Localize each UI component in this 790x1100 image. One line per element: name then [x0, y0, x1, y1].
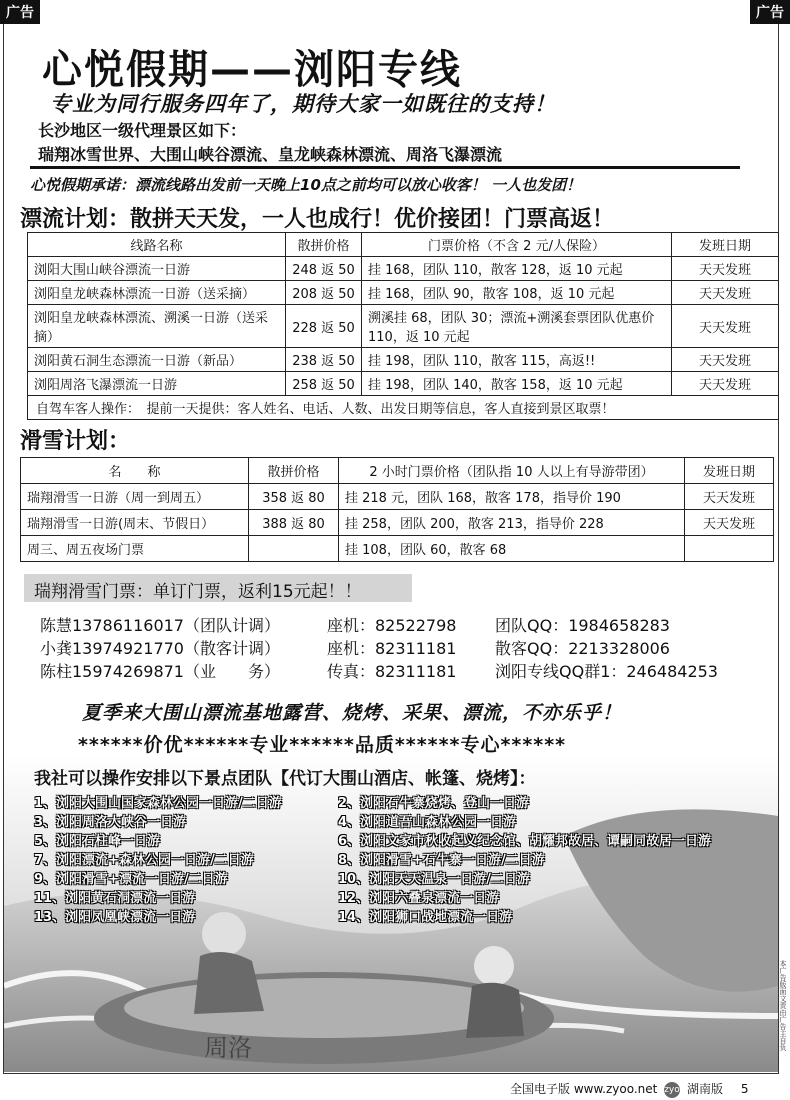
route-ticket: 挂 198，团队 110，散客 115，高返!! — [362, 348, 672, 372]
table-row — [21, 484, 774, 510]
ski-price: 388 返 80 — [249, 510, 339, 536]
route-name: 浏阳皇龙峡森林漂流一日游（送采摘） — [28, 281, 286, 305]
ski-schedule: 天天发班 — [685, 510, 774, 536]
page-footer — [510, 1080, 749, 1098]
life-jacket — [466, 983, 524, 1038]
ski-ticket: 挂 108，团队 60，散客 68 — [339, 536, 685, 562]
ski-promo-banner: 瑞翔滑雪门票：单订门票，返利15元起！！ — [24, 574, 412, 602]
site-item: 7、浏阳漂流+森林公园一日游/二日游 — [34, 853, 254, 868]
route-schedule: 天天发班 — [672, 257, 779, 281]
promise: 心悦假期承诺：漂流线路出发前一天晚上10点之前均可以放心收客！ 一人也发团！ — [30, 176, 582, 194]
values-tagline: ******价优******专业******品质******专心****** — [78, 734, 567, 756]
table-row — [28, 348, 779, 372]
contact-qq: 团队QQ：1984658283 — [495, 616, 670, 635]
ski-price — [249, 536, 339, 562]
site-item: 5、浏阳石柱峰一日游 — [34, 834, 161, 849]
col-header-ticket: 2 小时门票价格（团队指 10 人以上有导游带团） — [339, 458, 685, 484]
site-item: 10、浏阳天天温泉一日游/二日游 — [338, 872, 530, 887]
site-item: 3、浏阳周洛大峡谷一日游 — [34, 815, 187, 830]
ski-name: 周三、周五夜场门票 — [21, 536, 249, 562]
ski-table — [20, 457, 774, 562]
contact-phone: 座机：82522798 — [327, 616, 457, 635]
site-item: 8、浏阳滑雪+石牛寨一日游/二日游 — [338, 853, 545, 868]
site-item: 1、浏阳大围山国家森林公园一日游/二日游 — [34, 796, 282, 811]
route-price: 228 返 50 — [286, 305, 362, 348]
ski-price: 358 返 80 — [249, 484, 339, 510]
contact-phone: 座机：82311181 — [327, 639, 457, 658]
sites-title: 我社可以操作安排以下景点团队【代订大围山酒店、帐篷、烧烤】： — [34, 769, 536, 789]
route-price: 238 返 50 — [286, 348, 362, 372]
ski-schedule: 天天发班 — [685, 484, 774, 510]
contact-qq: 散客QQ：2213328006 — [495, 639, 670, 658]
route-ticket: 挂 168，团队 90，散客 108，返 10 元起 — [362, 281, 672, 305]
person-head — [474, 946, 514, 986]
contact-name: 陈慧13786116017（团队计调） — [40, 616, 280, 635]
table-header-row — [28, 233, 779, 257]
route-ticket: 溯溪挂 68，团队 30；漂流+溯溪套票团队优惠价 110，返 10 元起 — [362, 305, 672, 348]
ad-label-left: 广告 — [0, 0, 40, 24]
route-ticket: 挂 168，团队 110，散客 128，返 10 元起 — [362, 257, 672, 281]
contact-name: 陈柱15974269871（业 务） — [40, 662, 280, 681]
page-title: 心悦假期——浏阳专线 — [42, 47, 462, 93]
self-drive-row — [28, 396, 779, 420]
side-credit: 本广告版面文责由广告主自负 — [779, 960, 787, 1051]
route-price: 258 返 50 — [286, 372, 362, 396]
table-row — [21, 536, 774, 562]
col-header-price: 散拼价格 — [249, 458, 339, 484]
page-number: 5 — [740, 1082, 749, 1096]
zyoo-logo-icon: zyoo — [664, 1082, 680, 1098]
footer-edition: 全国电子版 www.zyoo.net — [510, 1082, 658, 1096]
divider — [30, 166, 740, 169]
table-row — [28, 305, 779, 348]
contact-fax: 传真：82311181 — [327, 662, 457, 681]
table-row — [28, 257, 779, 281]
route-name: 浏阳周洛飞瀑漂流一日游 — [28, 372, 286, 396]
route-ticket: 挂 198，团队 140，散客 158，返 10 元起 — [362, 372, 672, 396]
contact-name: 小龚13974921770（散客计调） — [40, 639, 280, 658]
slogan: 专业为同行服务四年了，期待大家一如既往的支持！ — [50, 92, 556, 116]
ski-schedule — [685, 536, 774, 562]
site-item: 9、浏阳滑雪+漂流一日游/二日游 — [34, 872, 228, 887]
site-item: 13、浏阳凤凰峡漂流一日游 — [34, 910, 196, 925]
route-name: 浏阳黄石洞生态漂流一日游（新品） — [28, 348, 286, 372]
route-price: 208 返 50 — [286, 281, 362, 305]
col-header-route: 线路名称 — [28, 233, 286, 257]
ad-label-right: 广告 — [750, 0, 790, 24]
ski-name: 瑞翔滑雪一日游（周一到周五） — [21, 484, 249, 510]
route-name: 浏阳皇龙峡森林漂流、溯溪一日游（送采摘） — [28, 305, 286, 348]
col-header-price: 散拼价格 — [286, 233, 362, 257]
col-header-ticket: 门票价格（不含 2 元/人保险） — [362, 233, 672, 257]
col-header-name: 名 称 — [21, 458, 249, 484]
route-schedule: 天天发班 — [672, 348, 779, 372]
ski-name: 瑞翔滑雪一日游(周末、节假日） — [21, 510, 249, 536]
summer-tagline: 夏季来大围山漂流基地露营、烧烤、采果、漂流，不亦乐乎！ — [82, 702, 623, 724]
col-header-schedule: 发班日期 — [685, 458, 774, 484]
route-schedule: 天天发班 — [672, 281, 779, 305]
site-item: 11、浏阳黄石洞漂流一日游 — [34, 891, 196, 906]
site-item: 2、浏阳石牛寨烧烤、登山一日游 — [338, 796, 530, 811]
table-row — [28, 372, 779, 396]
table-row — [28, 281, 779, 305]
agent-title: 长沙地区一级代理景区如下： — [38, 121, 247, 140]
ski-ticket: 挂 218 元，团队 168，散客 178，指导价 190 — [339, 484, 685, 510]
route-price: 248 返 50 — [286, 257, 362, 281]
table-header-row — [21, 458, 774, 484]
self-drive-note: 自驾车客人操作： 提前一天提供：客人姓名、电话、人数、出发日期等信息，客人直接到景区取票！ — [28, 396, 779, 420]
site-item: 4、浏阳道吾山森林公园一日游 — [338, 815, 517, 830]
person-head — [202, 912, 246, 956]
rafting-section-title: 漂流计划：散拼天天发，一人也成行！优价接团！门票高返！ — [20, 207, 615, 232]
rafting-table — [27, 232, 779, 420]
ski-section-title: 滑雪计划： — [20, 429, 131, 454]
contact-qq-group: 浏阳专线QQ群1：246484253 — [495, 662, 718, 681]
site-item: 12、浏阳六叠泉漂流一日游 — [338, 891, 500, 906]
route-name: 浏阳大围山峡谷漂流一日游 — [28, 257, 286, 281]
table-row — [21, 510, 774, 536]
site-item: 14、浏阳狮口战地漂流一日游 — [338, 910, 513, 925]
route-schedule: 天天发班 — [672, 372, 779, 396]
raft-lettering: 周洛 — [204, 1034, 252, 1062]
site-item: 6、浏阳文家市秋收起义纪念馆、胡耀邦故居、谭嗣同故居一日游 — [338, 834, 712, 849]
raft-inner — [124, 978, 524, 1038]
col-header-schedule: 发班日期 — [672, 233, 779, 257]
route-schedule: 天天发班 — [672, 305, 779, 348]
ski-ticket: 挂 258，团队 200，散客 213，指导价 228 — [339, 510, 685, 536]
agent-list: 瑞翔冰雪世界、大围山峡谷漂流、皇龙峡森林漂流、周洛飞瀑漂流 — [38, 145, 503, 164]
footer-region: 湖南版 — [687, 1082, 724, 1096]
